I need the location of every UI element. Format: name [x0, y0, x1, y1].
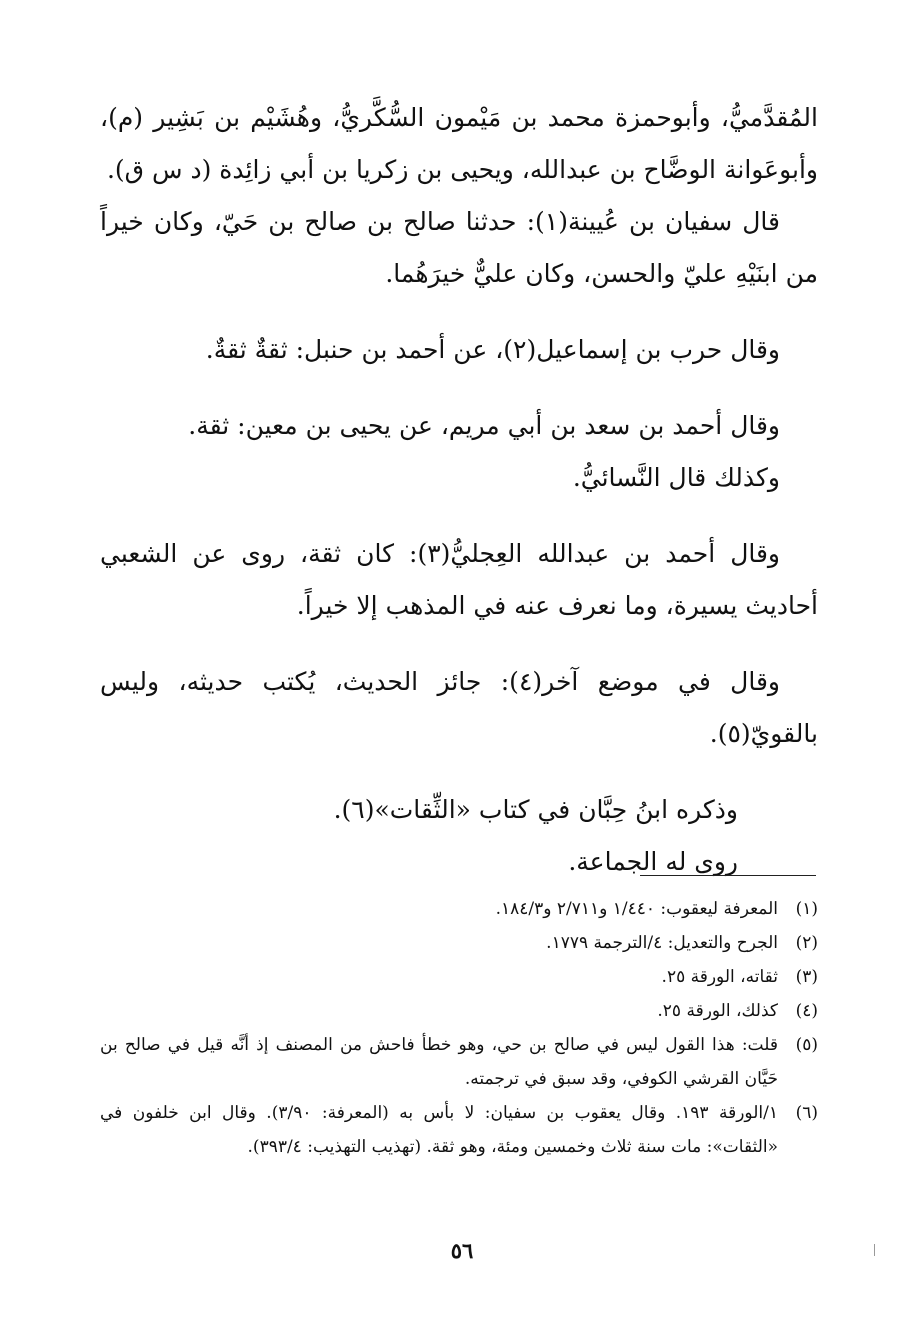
footnotes [100, 892, 818, 1164]
footnote-item [100, 926, 818, 960]
paragraph-nasai: وكذلك قال النَّسائيُّ. [572, 463, 780, 492]
paragraph-ijli: وقال أحمد بن عبدالله العِجليُّ(٣): كان ثقة، روى عن الشعبي أحاديث يسيرة، وما نعرف عنه في المذهب إلا خيراً. [100, 539, 818, 620]
paragraph-sufyan: قال سفيان بن عُيينة(١): حدثنا صالح بن صالح بن حَيّ، وكان خيراً من ابنَيْهِ عليّ والحسن، وكان عليٌّ خيرَهُما. [100, 207, 818, 288]
footnote-text: الجرح والتعديل: ٤/الترجمة ١٧٧٩. [546, 933, 778, 953]
footnote-number: (٥) [795, 1035, 818, 1055]
footnote-text: ثقاته، الورقة ٢٥. [661, 967, 778, 987]
paragraph-narrators: المُقدَّميُّ، وأبوحمزة محمد بن مَيْمون السُّكَّريُّ، وهُشَيْم بن بَشِير (م)، وأبوعَوانة الوضَّاح بن عبدالله، ويحيى بن زكريا بن أبي زائِدة (د س ق). [100, 103, 818, 184]
paragraph-ibn-hibban: وذكره ابنُ حِبَّان في كتاب «الثِّقات»(٦). [333, 795, 738, 824]
footnote-separator [640, 875, 816, 876]
main-text [100, 92, 818, 888]
footnote-item [100, 892, 818, 926]
footnote-number: (٣) [795, 967, 818, 987]
footnote-item [100, 1096, 818, 1164]
paragraph-another-place: وقال في موضع آخر(٤): جائز الحديث، يُكتب حديثه، وليس بالقويّ(٥). [100, 667, 818, 748]
footnote-item [100, 960, 818, 994]
footnote-text: قلت: هذا القول ليس في صالح بن حي، وهو خطأ فاحش من المصنف إذ أنَّه قيل في صالح بن حَيَّان القرشي الكوفي، وقد سبق في ترجمته. [100, 1035, 778, 1089]
footnote-number: (١) [795, 899, 818, 919]
footnote-item [100, 1028, 818, 1096]
paragraph-harb: وقال حرب بن إسماعيل(٢)، عن أحمد بن حنبل: ثقةٌ ثقةٌ. [205, 335, 780, 364]
footnote-number: (٢) [795, 933, 818, 953]
footnote-text: كذلك، الورقة ٢٥. [657, 1001, 778, 1021]
footnote-item [100, 994, 818, 1028]
footnote-text: ١/الورقة ١٩٣. وقال يعقوب بن سفيان: لا بأس به (المعرفة: ٣/٩٠). وقال ابن خلفون في «الثقات»: مات سنة ثلاث وخمسين ومئة، وهو ثقة. (تهذيب التهذيب: ٣٩٣/٤). [100, 1103, 778, 1157]
footnote-text: المعرفة ليعقوب: ١/٤٤٠ و٢/٧١١ و١٨٤/٣. [495, 899, 778, 919]
margin-mark [874, 1244, 875, 1256]
footnote-number: (٤) [795, 1001, 818, 1021]
paragraph-jamaah: روى له الجماعة. [568, 847, 738, 876]
page-number: ٥٦ [450, 1238, 474, 1263]
paragraph-ibn-abi-maryam: وقال أحمد بن سعد بن أبي مريم، عن يحيى بن معين: ثقة. [188, 411, 780, 440]
footnote-number: (٦) [795, 1103, 818, 1123]
